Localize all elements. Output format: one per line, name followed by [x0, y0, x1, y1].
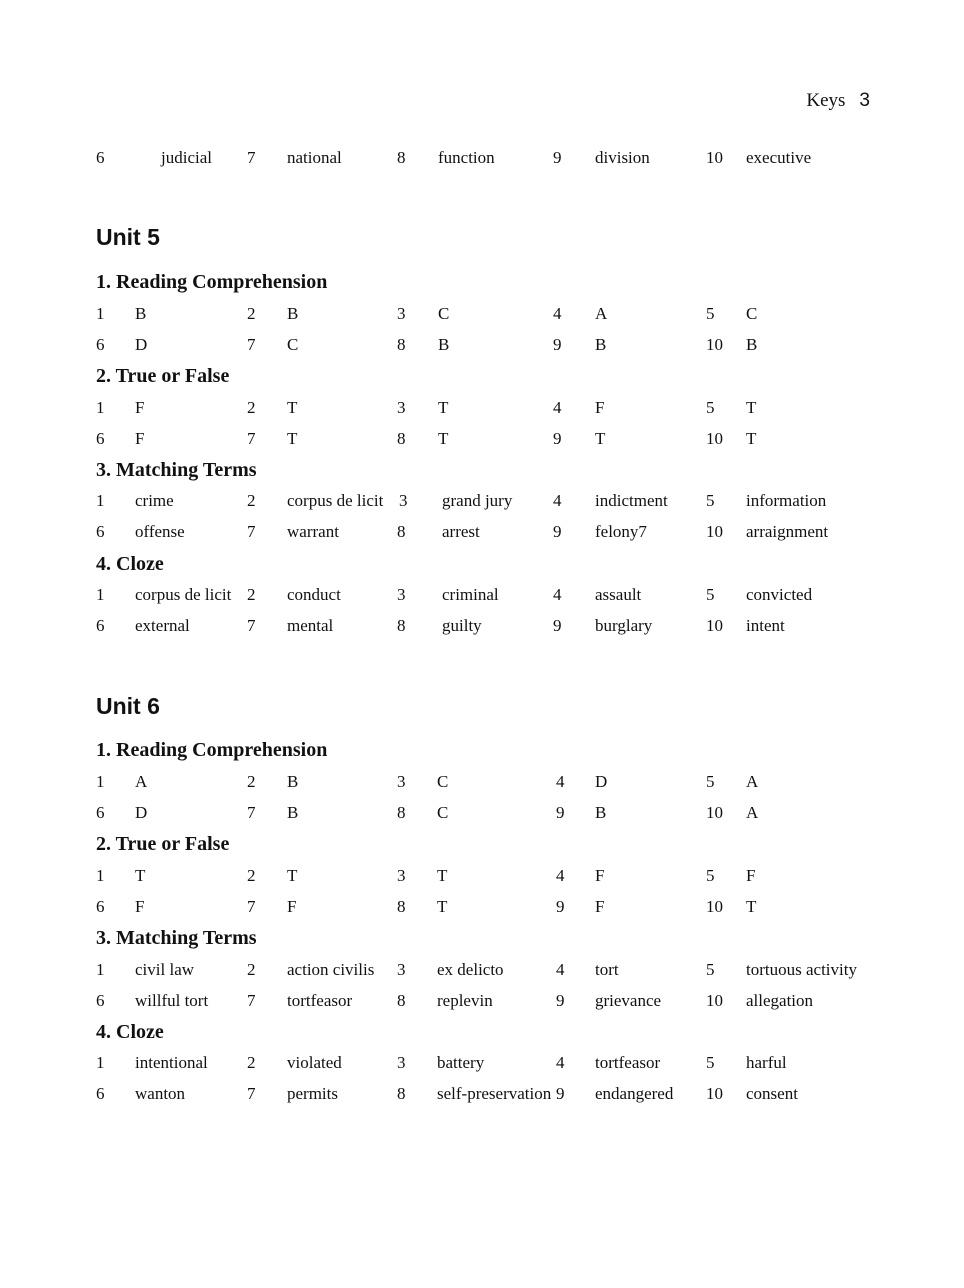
item-answer: F [135, 897, 145, 916]
item-number: 6 [96, 803, 105, 822]
item-answer: F [595, 866, 605, 885]
item-answer: T [438, 398, 449, 417]
item-answer: A [746, 803, 759, 822]
item-answer: conduct [287, 585, 341, 604]
item-number: 10 [706, 429, 723, 448]
answer-row [0, 398, 964, 422]
unit-title: Unit 6 [96, 693, 160, 719]
item-number: 7 [247, 616, 256, 635]
item-number: 3 [397, 398, 406, 417]
item-answer: A [595, 304, 608, 323]
item-answer: F [746, 866, 756, 885]
item-number: 4 [553, 304, 562, 323]
item-number: 2 [247, 960, 256, 979]
item-answer: B [287, 304, 299, 323]
item-number: 8 [397, 1084, 406, 1103]
item-answer: T [438, 429, 449, 448]
answer-row [0, 522, 964, 546]
item-number: 2 [247, 398, 256, 417]
running-head: Keys [806, 90, 846, 111]
item-answer: arraignment [746, 522, 829, 541]
item-answer: information [746, 491, 827, 510]
item-answer: arrest [442, 522, 480, 541]
answer-row [0, 897, 964, 921]
item-number: 4 [553, 398, 562, 417]
item-answer: D [135, 335, 148, 354]
item-number: 10 [706, 897, 723, 916]
item-answer: T [746, 398, 757, 417]
item-answer: tortuous activity [746, 960, 857, 979]
item-number: 1 [96, 866, 105, 885]
item-answer: T [287, 398, 298, 417]
item-number: 10 [706, 991, 723, 1010]
answer-row [0, 585, 964, 609]
item-answer: ex delicto [437, 960, 504, 979]
item-number: 6 [96, 616, 105, 635]
item-answer: C [438, 304, 450, 323]
item-number: 9 [553, 429, 562, 448]
item-answer: convicted [746, 585, 813, 604]
answer-row [0, 803, 964, 827]
item-number: 5 [706, 960, 715, 979]
item-answer: external [135, 616, 190, 635]
item-answer: replevin [437, 991, 493, 1010]
item-answer: grievance [595, 991, 662, 1010]
item-number: 2 [247, 585, 256, 604]
item-answer: T [287, 866, 298, 885]
item-answer: B [595, 335, 607, 354]
section-title: 1. Reading Comprehension [96, 739, 328, 761]
item-number: 6 [96, 1084, 105, 1103]
item-number: 8 [397, 616, 406, 635]
item-answer: B [746, 335, 758, 354]
item-number: 3 [399, 491, 408, 510]
item-answer: B [287, 772, 299, 791]
item-answer: violated [287, 1053, 342, 1072]
item-number: 9 [556, 897, 565, 916]
item-answer: T [746, 897, 757, 916]
answer-row [0, 335, 964, 359]
item-answer: F [287, 897, 297, 916]
item-number: 10 [706, 148, 723, 167]
page-header [806, 90, 870, 112]
item-answer: D [595, 772, 608, 791]
item-answer: T [287, 429, 298, 448]
item-answer: B [135, 304, 147, 323]
section-title: 2. True or False [96, 833, 230, 855]
item-number: 2 [247, 491, 256, 510]
item-number: 3 [397, 772, 406, 791]
item-number: 3 [397, 866, 406, 885]
item-number: 1 [96, 491, 105, 510]
item-answer: B [438, 335, 450, 354]
item-answer: T [437, 897, 448, 916]
item-number: 7 [247, 897, 256, 916]
item-number: 2 [247, 1053, 256, 1072]
item-number: 5 [706, 585, 715, 604]
item-number: 9 [553, 616, 562, 635]
item-answer: T [135, 866, 146, 885]
item-number: 9 [553, 335, 562, 354]
item-answer: corpus de licit [287, 491, 384, 510]
item-number: 10 [706, 616, 723, 635]
section-title: 4. Cloze [96, 1021, 164, 1043]
item-answer: intentional [135, 1053, 208, 1072]
item-answer: A [135, 772, 148, 791]
item-number: 8 [397, 335, 406, 354]
answer-row [0, 491, 964, 515]
item-number: 10 [706, 335, 723, 354]
item-number: 4 [553, 491, 562, 510]
item-answer: C [287, 335, 299, 354]
section-title: 2. True or False [96, 365, 230, 387]
item-answer: C [437, 803, 449, 822]
item-answer: T [437, 866, 448, 885]
item-answer: national [287, 148, 342, 167]
item-answer: division [595, 148, 650, 167]
item-number: 7 [247, 1084, 256, 1103]
item-number: 8 [397, 522, 406, 541]
item-answer: endangered [595, 1084, 674, 1103]
item-answer: harful [746, 1053, 787, 1072]
answer-row [0, 304, 964, 328]
item-answer: B [287, 803, 299, 822]
item-number: 5 [706, 398, 715, 417]
item-answer: crime [135, 491, 174, 510]
item-answer: executive [746, 148, 812, 167]
item-number: 2 [247, 304, 256, 323]
item-number: 6 [96, 335, 105, 354]
item-answer: criminal [442, 585, 499, 604]
item-answer: wanton [135, 1084, 186, 1103]
item-number: 8 [397, 429, 406, 448]
item-number: 6 [96, 148, 105, 167]
item-answer: B [595, 803, 607, 822]
item-number: 10 [706, 1084, 723, 1103]
item-number: 1 [96, 1053, 105, 1072]
item-number: 1 [96, 585, 105, 604]
item-number: 4 [556, 772, 565, 791]
item-answer: consent [746, 1084, 798, 1103]
item-answer: corpus de licit [135, 585, 232, 604]
item-answer: assault [595, 585, 642, 604]
item-answer: intent [746, 616, 785, 635]
item-number: 8 [397, 803, 406, 822]
item-number: 5 [706, 772, 715, 791]
item-answer: permits [287, 1084, 338, 1103]
item-number: 4 [556, 1053, 565, 1072]
answer-row [0, 429, 964, 453]
item-number: 5 [706, 304, 715, 323]
item-number: 6 [96, 897, 105, 916]
answer-row [0, 148, 964, 172]
item-number: 1 [96, 960, 105, 979]
item-answer: grand jury [442, 491, 513, 510]
item-answer: F [595, 398, 605, 417]
item-number: 4 [556, 960, 565, 979]
item-number: 3 [397, 960, 406, 979]
item-number: 10 [706, 522, 723, 541]
item-number: 7 [247, 522, 256, 541]
item-number: 5 [706, 1053, 715, 1072]
item-number: 6 [96, 429, 105, 448]
item-number: 9 [556, 991, 565, 1010]
item-number: 5 [706, 866, 715, 885]
item-number: 5 [706, 491, 715, 510]
item-number: 4 [553, 585, 562, 604]
answer-row [0, 991, 964, 1015]
item-answer: A [746, 772, 759, 791]
item-number: 3 [397, 304, 406, 323]
item-answer: mental [287, 616, 334, 635]
item-answer: function [438, 148, 495, 167]
item-answer: tort [595, 960, 619, 979]
item-number: 9 [553, 522, 562, 541]
item-number: 6 [96, 522, 105, 541]
page-number: 3 [859, 90, 870, 111]
item-number: 1 [96, 398, 105, 417]
item-answer: F [135, 429, 145, 448]
item-number: 9 [556, 803, 565, 822]
answer-row [0, 960, 964, 984]
item-answer: T [746, 429, 757, 448]
item-answer: self-preservation [437, 1084, 552, 1103]
item-answer: civil law [135, 960, 195, 979]
item-number: 7 [247, 335, 256, 354]
item-answer: F [135, 398, 145, 417]
item-answer: offense [135, 522, 185, 541]
item-answer: felony7 [595, 522, 647, 541]
item-number: 4 [556, 866, 565, 885]
item-answer: judicial [161, 148, 212, 167]
item-answer: indictment [595, 491, 668, 510]
item-answer: warrant [287, 522, 339, 541]
answer-row [0, 772, 964, 796]
item-number: 2 [247, 866, 256, 885]
item-number: 6 [96, 991, 105, 1010]
unit-title: Unit 5 [96, 224, 160, 250]
item-answer: tortfeasor [287, 991, 353, 1010]
item-answer: action civilis [287, 960, 375, 979]
section-title: 3. Matching Terms [96, 927, 257, 949]
item-number: 9 [556, 1084, 565, 1103]
item-number: 10 [706, 803, 723, 822]
item-number: 2 [247, 772, 256, 791]
item-number: 8 [397, 991, 406, 1010]
item-answer: T [595, 429, 606, 448]
answer-row [0, 616, 964, 640]
item-number: 9 [553, 148, 562, 167]
item-number: 7 [247, 991, 256, 1010]
section-title: 1. Reading Comprehension [96, 271, 328, 293]
item-answer: willful tort [135, 991, 209, 1010]
item-answer: burglary [595, 616, 653, 635]
item-answer: allegation [746, 991, 814, 1010]
item-number: 7 [247, 429, 256, 448]
item-number: 7 [247, 148, 256, 167]
item-answer: F [595, 897, 605, 916]
answer-row [0, 1084, 964, 1108]
item-number: 3 [397, 585, 406, 604]
item-number: 1 [96, 772, 105, 791]
item-answer: C [437, 772, 449, 791]
item-answer: D [135, 803, 148, 822]
item-number: 8 [397, 897, 406, 916]
item-answer: C [746, 304, 758, 323]
item-number: 7 [247, 803, 256, 822]
item-number: 3 [397, 1053, 406, 1072]
item-answer: tortfeasor [595, 1053, 661, 1072]
item-answer: battery [437, 1053, 485, 1072]
section-title: 3. Matching Terms [96, 459, 257, 481]
section-title: 4. Cloze [96, 553, 164, 575]
answer-row [0, 866, 964, 890]
item-number: 1 [96, 304, 105, 323]
item-number: 8 [397, 148, 406, 167]
item-answer: guilty [442, 616, 482, 635]
answer-row [0, 1053, 964, 1077]
